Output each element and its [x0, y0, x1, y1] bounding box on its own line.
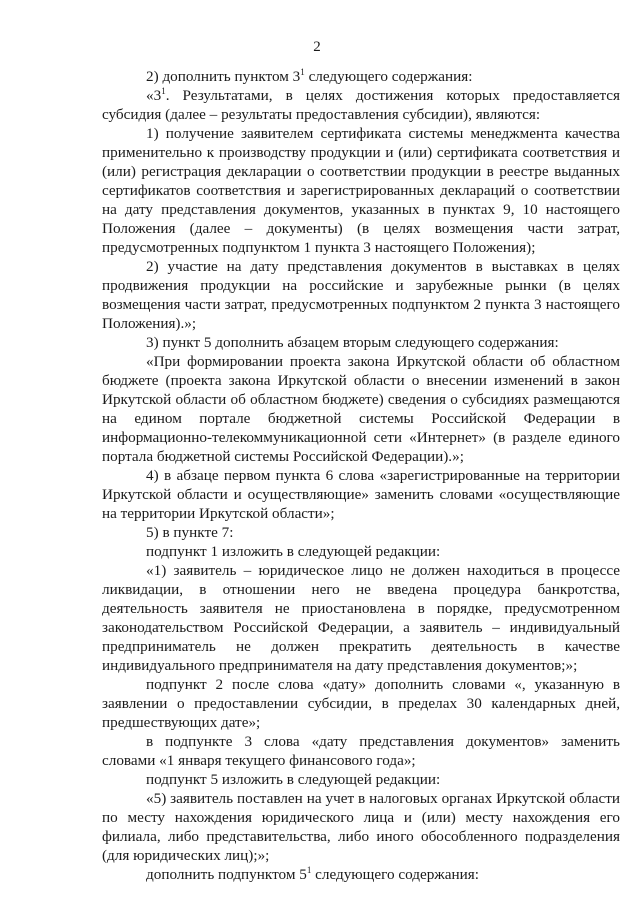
- paragraph-item-5: 5) в пункте 7:: [146, 524, 234, 541]
- paragraph-result-2: 2) участие на дату представления документов в выставках в целях продвижения продукции на российские и зарубежные рынки (в целях возмещения части затрат, предусмотренных подпунктом 2 пункта 3 настоящего Положения).»;: [102, 258, 620, 332]
- paragraph-subitem-5-1: дополнить подпунктом $5^1$ следующего содержания:: [146, 865, 479, 883]
- paragraph-result-1: 1) получение заявителем сертификата системы менеджмента качества применительно к производству продукции и (или) сертификата соответствия и (или) регистрация декларации о соответствии продукции в реестре выданных сертификатов соответствия и зарегистрированных деклараций о соответствии на дату представления документов, указанных в пунктах 9, 10 настоящего Положения (далее – документы) (в целях возмещения части затрат, предусмотренных подпунктом 1 пункта 3 настоящего Положения);: [102, 125, 620, 256]
- paragraph-subitem-2: подпункт 2 после слова «дату» дополнить словами «, указанную в заявлении о предоставлении субсидии, в пределах 30 календарных дней, предшествующих дате»;: [102, 676, 620, 731]
- paragraph-item-2: 2) дополнить пунктом $3^1$ следующего содержания:: [146, 67, 473, 85]
- paragraph-item-3: 3) пункт 5 дополнить абзацем вторым следующего содержания:: [146, 334, 559, 351]
- paragraph-subitem-5-intro: подпункт 5 изложить в следующей редакции:: [146, 771, 441, 788]
- paragraph-subitem-5-text: «5) заявитель поставлен на учет в налоговых органах Иркутской области по месту нахождения юридического лица и (или) месту нахождения его филиала, либо представительства, либо иного обособленного подразделения (для юридических лиц);»;: [102, 790, 620, 864]
- page-number: 2: [313, 39, 321, 55]
- paragraph-subitem-1-text: «1) заявитель – юридическое лицо не должен находиться в процессе ликвидации, в отношении него не введена процедура банкротства, деятельность заявителя не приостановлена в порядке, предусмотренном законодательством Российской Федерации, а заявитель – индивидуальный предприниматель не должен прекратить деятельность в качестве индивидуального предпринимателя на дату представления документов;»;: [102, 562, 620, 674]
- document-body: [102, 67, 620, 884]
- paragraph-budget-law: «При формировании проекта закона Иркутской области об областном бюджете (проекта закона Иркутской области о внесении изменений в закон Иркутской области об областном бюджете) сведения о субсидиях размещаются на едином портале бюджетной системы Российской Федерации в информационно-телекоммуникационной сети «Интернет» (в разделе единого портала бюджетной системы Российской Федерации).»;: [102, 353, 620, 465]
- paragraph-subitem-1-intro: подпункт 1 изложить в следующей редакции:: [146, 543, 441, 560]
- paragraph-point-3-1: «$3^1$. Результатами, в целях достижения которых предоставляется субсидия (далее – результаты предоставления субсидии), являются:: [102, 86, 620, 123]
- paragraph-subitem-3: в подпункте 3 слова «дату представления документов» заменить словами «1 января текущего финансового года»;: [102, 733, 620, 769]
- paragraph-item-4: 4) в абзаце первом пункта 6 слова «зарегистрированные на территории Иркутской области и осуществляющие» заменить словами «осуществляющие на территории Иркутской области»;: [102, 467, 620, 522]
